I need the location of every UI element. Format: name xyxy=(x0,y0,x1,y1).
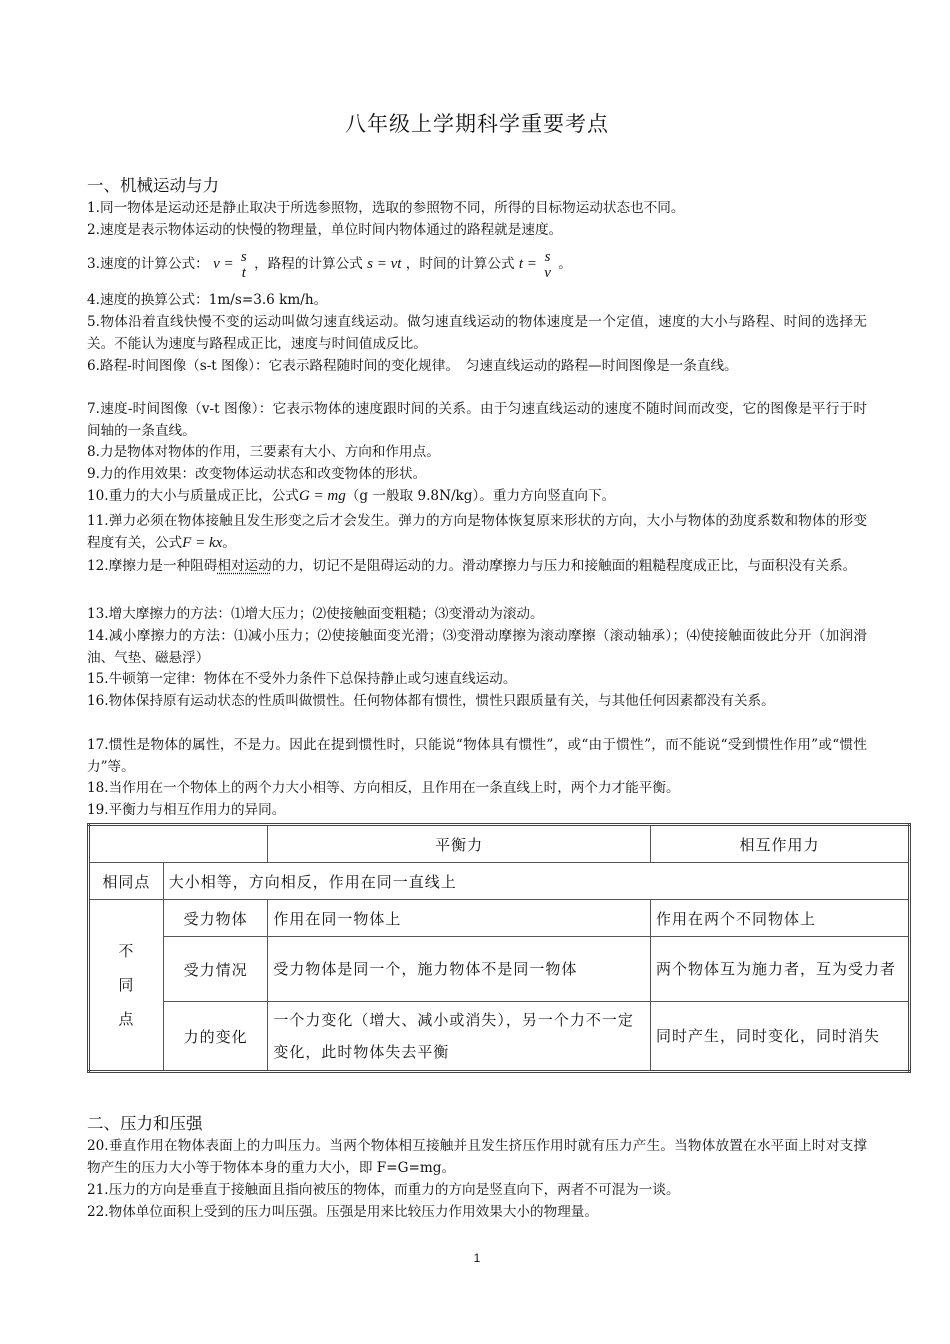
point-7: 7.速度-时间图像（v-t 图像）：它表示物体的速度跟时间的关系。由于匀速直线运动的速度不随时间而改变，它的图像是平行于时间轴的一条直线。 xyxy=(87,401,867,439)
point-8: 8.力是物体对物体的作用，三要素有大小、方向和作用点。 xyxy=(87,444,440,460)
point-3-mid2: ，时间的计算公式 xyxy=(405,256,515,272)
section-heading-mechanics: 一、机械运动与力 xyxy=(87,176,219,195)
table-row xyxy=(89,1002,910,1072)
fraction-s-over-v xyxy=(544,249,551,281)
page-number: 1 xyxy=(473,1251,481,1265)
point-11 xyxy=(87,510,867,554)
point-12-emphasis: 相对运动 xyxy=(217,558,272,574)
point-5: 5.物体沿着直线快慢不变的运动叫做匀速直线运动。做匀速直线运动的物体速度是一个定值，速度的大小与路程、时间的选择无关。不能认为速度与路程成正比，速度与时间值成反比。 xyxy=(87,314,867,352)
formula-s: s = vt xyxy=(367,256,402,272)
point-19: 19.平衡力与相互作用力的异同。 xyxy=(87,802,286,818)
fraction-numerator: s xyxy=(544,248,551,265)
formula-v: v = xyxy=(213,256,234,272)
aspect-cell: 力的变化 xyxy=(163,1002,268,1072)
diff-label xyxy=(89,900,164,1072)
interaction-cell: 同时产生，同时变化，同时消失 xyxy=(650,1002,909,1072)
point-3-end: 。 xyxy=(558,256,572,272)
aspect-cell: 受力物体 xyxy=(163,900,268,937)
point-14: 14.减小摩擦力的方法：⑴减小压力；⑵使接触面变光滑；⑶变滑动摩擦为滚动摩擦（滚动轴承）；⑷使接触面彼此分开（加润滑油、气垫、磁悬浮） xyxy=(87,628,867,666)
diff-label-char: 点 xyxy=(118,1010,135,1028)
point-22: 22.物体单位面积上受到的压力叫压强。压强是用来比较压力作用效果大小的物理量。 xyxy=(87,1204,598,1220)
section-heading-pressure: 二、压力和压强 xyxy=(87,1114,203,1133)
point-1: 1.同一物体是运动还是静止取决于所选参照物，选取的参照物不同，所得的目标物运动状态也不同。 xyxy=(87,200,685,216)
formula-t: t = xyxy=(518,256,537,272)
point-12-suffix: 的力，切记不是阻碍运动的力。滑动摩擦力与压力和接触面的粗糙程度成正比，与面积没有关系。 xyxy=(271,558,857,574)
interaction-cell: 两个物体互为施力者，互为受力者 xyxy=(650,937,909,1002)
point-9: 9.力的作用效果：改变物体运动状态和改变物体的形状。 xyxy=(87,466,427,482)
diff-label-char: 不 xyxy=(118,942,135,960)
point-10-prefix: 10.重力的大小与质量成正比，公式 xyxy=(87,488,299,504)
point-10-suffix: （g 一般取 9.8N/kg）。重力方向竖直向下。 xyxy=(345,488,616,504)
table-row-same xyxy=(89,863,910,900)
table-header-balance: 平衡力 xyxy=(268,825,651,863)
point-13: 13.增大摩擦力的方法：⑴增大压力；⑵使接触面变粗糙；⑶变滑动为滚动。 xyxy=(87,606,544,622)
point-11-suffix: 。 xyxy=(222,535,236,551)
fraction-denominator: v xyxy=(544,264,551,281)
interaction-cell: 作用在两个不同物体上 xyxy=(650,900,909,937)
point-4: 4.速度的换算公式：1m/s=3.6 km/h。 xyxy=(87,292,328,308)
page-title: 八年级上学期科学重要考点 xyxy=(345,112,609,136)
aspect-cell: 受力情况 xyxy=(163,937,268,1002)
comparison-table xyxy=(87,823,911,1073)
point-16: 16.物体保持原有运动状态的性质叫做惯性。任何物体都有惯性，惯性只跟质量有关，与其他任何因素都没有关系。 xyxy=(87,693,775,709)
point-6: 6.路程-时间图像（s-t 图像）：它表示路程随时间的变化规律。 匀速直线运动的路程—时间图像是一条直线。 xyxy=(87,358,738,374)
formula-elastic: F = kx xyxy=(182,535,223,551)
same-value: 大小相等，方向相反，作用在同一直线上 xyxy=(163,863,909,900)
point-15: 15.牛顿第一定律：物体在不受外力条件下总保持静止或匀速直线运动。 xyxy=(87,671,517,687)
point-3-mid1: ，路程的计算公式 xyxy=(254,256,363,272)
diff-label-char: 同 xyxy=(118,976,135,994)
table-corner-cell xyxy=(89,825,268,863)
point-21: 21.压力的方向是垂直于接触面且指向被压的物体，而重力的方向是竖直向下，两者不可混为一谈。 xyxy=(87,1182,680,1198)
fraction-s-over-t xyxy=(241,249,247,281)
table-header-interaction: 相互作用力 xyxy=(650,825,909,863)
balance-cell: 作用在同一物体上 xyxy=(268,900,651,937)
point-10 xyxy=(87,485,867,507)
point-12 xyxy=(87,555,867,577)
balance-cell: 一个力变化（增大、减小或消失），另一个力不一定变化，此时物体失去平衡 xyxy=(268,1002,651,1072)
balance-cell: 受力物体是同一个，施力物体不是同一物体 xyxy=(268,937,651,1002)
fraction-numerator: s xyxy=(240,248,247,265)
table-header-row xyxy=(89,825,910,863)
point-2: 2.速度是表示物体运动的快慢的物理量，单位时间内物体通过的路程就是速度。 xyxy=(87,222,563,238)
table-row xyxy=(89,937,910,1002)
fraction-denominator: t xyxy=(241,264,246,281)
formula-gravity: G = mg xyxy=(298,488,346,504)
point-3-prefix: 3.速度的计算公式： xyxy=(87,256,209,272)
point-11-prefix: 11.弹力必须在物体接触且发生形变之后才会发生。弹力的方向是物体恢复原来形状的方向，大小与物体的劲度系数和物体的形变程度有关，公式 xyxy=(87,513,867,551)
point-12-prefix: 12.摩擦力是一种阻碍 xyxy=(87,558,218,574)
point-17: 17.惯性是物体的属性，不是力。因此在提到惯性时，只能说“物体具有惯性”，或“由于惯性”，而不能说“受到惯性作用”或“惯性力”等。 xyxy=(87,737,867,775)
point-20: 20.垂直作用在物体表面上的力叫压力。当两个物体相互接触并且发生挤压作用时就有压力产生。当物体放置在水平面上时对支撑物产生的压力大小等于物体本身的重力大小，即 F=G=mg。 xyxy=(87,1138,867,1176)
point-18: 18.当作用在一个物体上的两个力大小相等、方向相反，且作用在一条直线上时，两个力才能平衡。 xyxy=(87,780,680,796)
table-row xyxy=(89,900,910,937)
same-label: 相同点 xyxy=(89,863,164,900)
point-3 xyxy=(87,245,867,283)
